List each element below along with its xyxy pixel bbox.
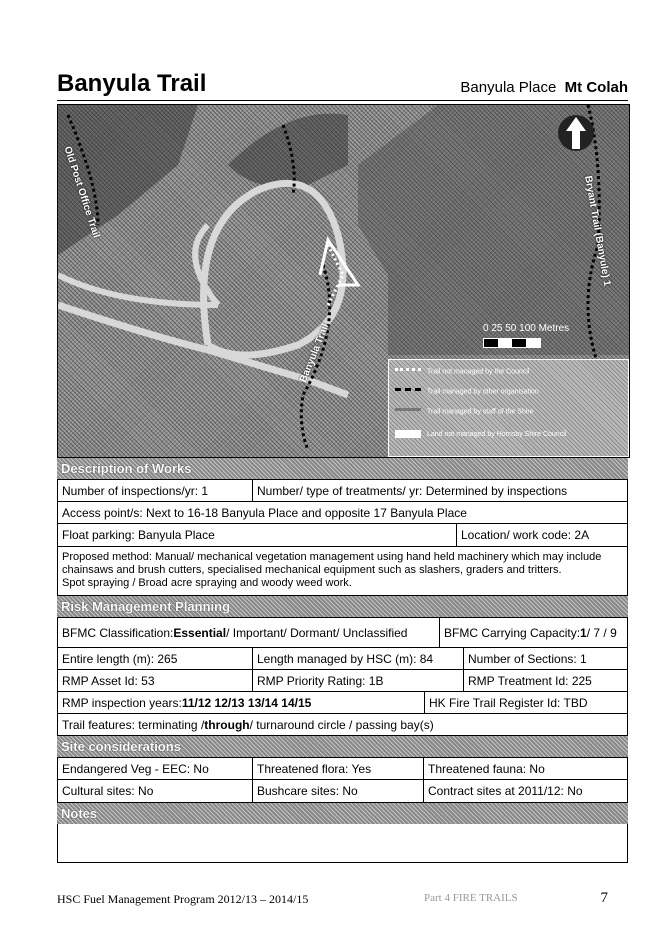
inspection-row	[57, 692, 628, 714]
asset-id-cell: RMP Asset Id: 53	[62, 673, 155, 688]
bushcare-cell: Bushcare sites: No	[252, 780, 423, 802]
treatments-cell: Number/ type of treatments/ yr: Determined by inspections	[252, 480, 627, 501]
inspections-cell: Number of inspections/yr: 1	[62, 483, 209, 498]
rmp-row	[57, 670, 628, 692]
length-managed-cell: Length managed by HSC (m): 84	[252, 648, 463, 669]
parking-row	[57, 524, 628, 547]
access-cell: Access point/s: Next to 16-18 Banyula Place and opposite 17 Banyula Place	[62, 505, 467, 520]
map-label-center-trail: Banyula Trail	[298, 322, 332, 385]
location-code-cell: Location/ work code: 2A	[456, 524, 627, 546]
section-description-header: Description of Works	[57, 458, 628, 479]
location-place: Banyula Place	[460, 79, 557, 96]
legend-item: Trail managed by staff of the Shire	[395, 408, 534, 415]
proposed-method-text: Proposed method: Manual/ mechanical vegetation management using hand held machinery which may include chainsaws and brush cutters, specialised mechanical equipment such as slashers, graders and tritters.	[62, 551, 602, 576]
map-label-left-trail: Old Post Office Trail	[61, 145, 102, 240]
aerial-map	[57, 104, 630, 458]
map-scale-bar	[483, 338, 541, 348]
register-cell: HK Fire Trail Register Id: TBD	[424, 692, 627, 713]
section-notes-header: Notes	[57, 803, 628, 824]
sections-cell: Number of Sections: 1	[463, 648, 627, 669]
float-parking-cell: Float parking: Banyula Place	[62, 528, 215, 542]
proposed-method-cell	[58, 547, 627, 595]
legend-item: Trail not managed by the Council	[395, 368, 529, 375]
site-row-1	[57, 757, 628, 780]
legend-item: Land not managed by Hornsby Shire Council	[395, 430, 566, 438]
site-row-2	[57, 780, 628, 803]
legend-item: Trail managed by other organisation	[395, 388, 539, 395]
length-row	[57, 648, 628, 670]
priority-cell: RMP Priority Rating: 1B	[252, 670, 463, 691]
footer-program: HSC Fuel Management Program 2012/13 – 2014/15	[57, 892, 309, 906]
map-legend	[388, 359, 629, 457]
method-row	[57, 547, 628, 596]
map-scale-text: 0 25 50 100 Metres	[483, 323, 570, 334]
location-suburb: Mt Colah	[564, 79, 628, 96]
eec-cell: Endangered Veg - EEC: No	[62, 761, 209, 776]
flora-cell: Threatened flora: Yes	[252, 758, 423, 779]
bfmc-capacity-cell: BFMC Carrying Capacity: 1 / 7 / 9	[439, 618, 627, 647]
trail-location	[460, 79, 628, 96]
contract-cell: Contract sites at 2011/12: No	[423, 780, 627, 802]
footer-part: Part 4 FIRE TRAILS	[424, 892, 518, 904]
features-row	[57, 714, 628, 736]
bfmc-row	[57, 617, 628, 648]
treatment-id-cell: RMP Treatment Id: 225	[463, 670, 627, 691]
page-number: 7	[600, 890, 608, 906]
entire-length-cell: Entire length (m): 265	[62, 651, 178, 666]
bfmc-classification-cell: BFMC Classification: Essential / Important/ Dormant/ Unclassified	[62, 625, 408, 640]
page-title: Banyula Trail	[57, 70, 207, 97]
description-row	[57, 479, 628, 502]
section-risk-header: Risk Management Planning	[57, 596, 628, 617]
page-footer	[57, 892, 628, 908]
proposed-method-text-2: Spot spraying / Broad acre spraying and woody weed work.	[62, 577, 352, 589]
inspection-years-cell: RMP inspection years: 11/12 12/13 13/14 14/15	[62, 695, 312, 710]
section-site-header: Site considerations	[57, 736, 628, 757]
cultural-cell: Cultural sites: No	[62, 784, 154, 798]
trail-features-cell: Trail features: terminating / through / turnaround circle / passing bay(s)	[62, 717, 434, 732]
fauna-cell: Threatened fauna: No	[423, 758, 627, 779]
north-arrow-icon	[558, 115, 594, 151]
page-header	[57, 68, 628, 101]
notes-box	[57, 824, 628, 863]
access-row	[57, 502, 628, 524]
map-label-right-trail: Bryant Trail (Banyule) 1	[582, 175, 613, 287]
